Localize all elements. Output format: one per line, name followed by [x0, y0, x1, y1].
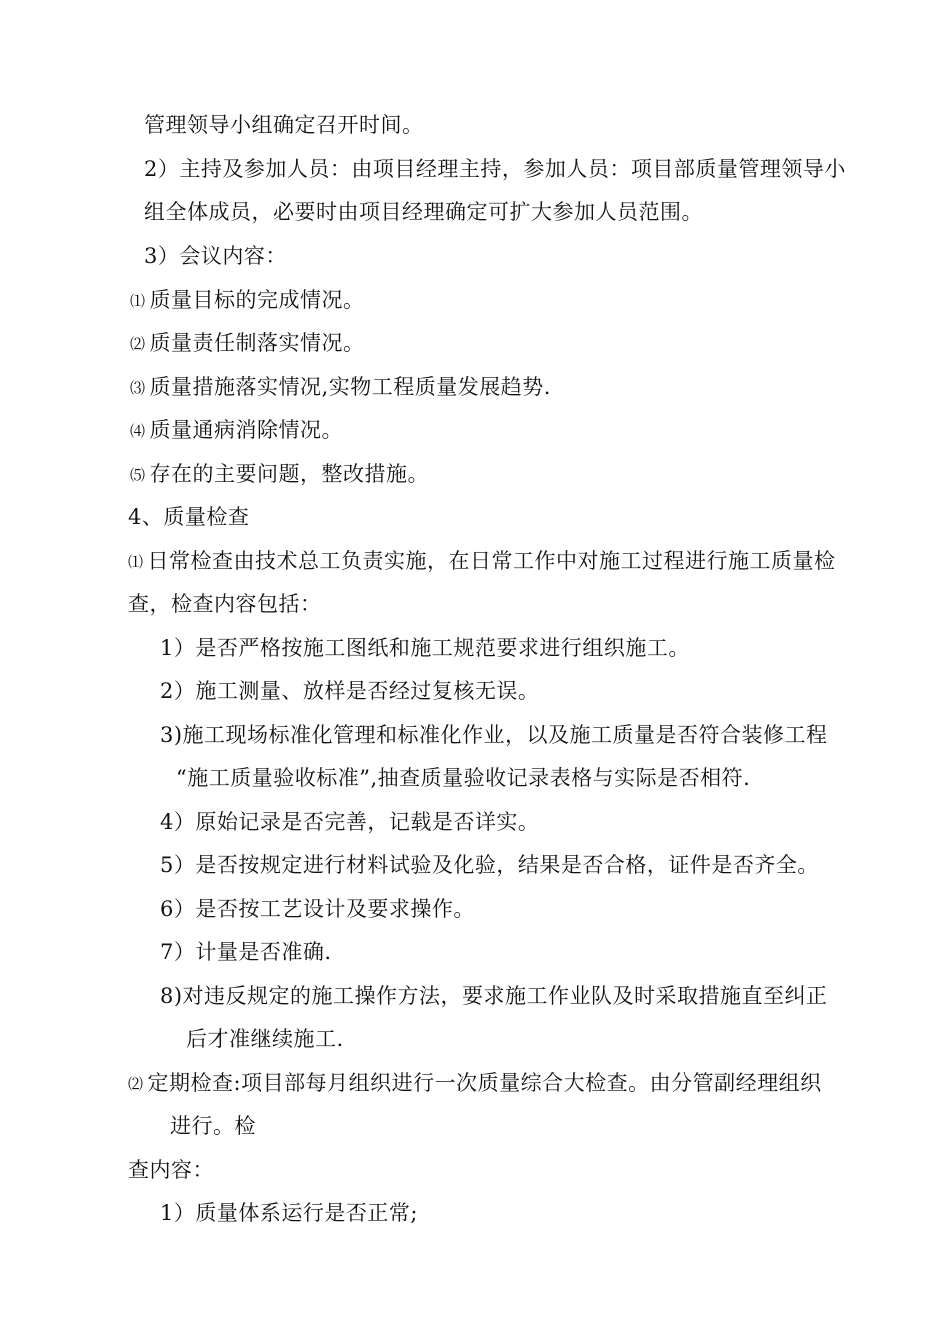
text-line: 管理领导小组确定召开时间。: [144, 113, 424, 137]
list-item: ⑴ 日常检查由技术总工负责实施，在日常工作中对施工过程进行施工质量检: [128, 549, 836, 573]
text-line: 1）是否严格按施工图纸和施工规范要求进行组织施工。: [160, 636, 690, 660]
text-line: 3)施工现场标准化管理和标准化作业，以及施工质量是否符合装修工程: [160, 723, 828, 747]
list-marker: ⑸: [130, 466, 146, 484]
text-line: 5）是否按规定进行材料试验及化验，结果是否合格，证件是否齐全。: [160, 853, 819, 877]
text-line: 7）计量是否准确.: [160, 940, 332, 964]
text-line: 后才准继续施工.: [186, 1027, 344, 1051]
list-item: ⑶ 质量措施落实情况,实物工程质量发展趋势.: [130, 375, 551, 399]
text-line: 查内容：: [128, 1158, 214, 1182]
text-line: 3）会议内容：: [144, 244, 287, 268]
list-marker: ⑴: [130, 292, 146, 310]
list-marker: ⑵: [128, 1075, 144, 1093]
list-marker: ⑷: [130, 422, 146, 440]
list-item: ⑵ 定期检查:项目部每月组织进行一次质量综合大检查。由分管副经理组织: [128, 1071, 822, 1095]
list-marker: ⑴: [128, 553, 144, 571]
text-line: 组全体成员，必要时由项目经理确定可扩大参加人员范围。: [144, 200, 703, 224]
text-line: 4）原始记录是否完善，记载是否详实。: [160, 810, 540, 834]
text-line: 2）施工测量、放样是否经过复核无误。: [160, 679, 540, 703]
list-marker: ⑶: [130, 379, 146, 397]
list-item: ⑸ 存在的主要问题，整改措施。: [130, 462, 430, 486]
text-line: 2）主持及参加人员：由项目经理主持，参加人员：项目部质量管理领导小: [144, 157, 846, 181]
text-line: 6）是否按工艺设计及要求操作。: [160, 897, 475, 921]
list-item: ⑵ 质量责任制落实情况。: [130, 331, 365, 355]
text-line: 1）质量体系运行是否正常;: [160, 1201, 418, 1225]
text-line: “施工质量验收标准”,抽查质量验收记录表格与实际是否相符.: [176, 766, 751, 790]
text-line: 进行。检: [170, 1114, 256, 1138]
text-line: 8)对违反规定的施工操作方法，要求施工作业队及时采取措施直至纠正: [160, 984, 828, 1008]
text-line: 查，检查内容包括：: [128, 592, 322, 616]
list-marker: ⑵: [130, 335, 146, 353]
section-heading: 4、质量检查: [128, 505, 250, 529]
list-item: ⑷ 质量通病消除情况。: [130, 418, 344, 442]
list-item: ⑴ 质量目标的完成情况。: [130, 288, 365, 312]
